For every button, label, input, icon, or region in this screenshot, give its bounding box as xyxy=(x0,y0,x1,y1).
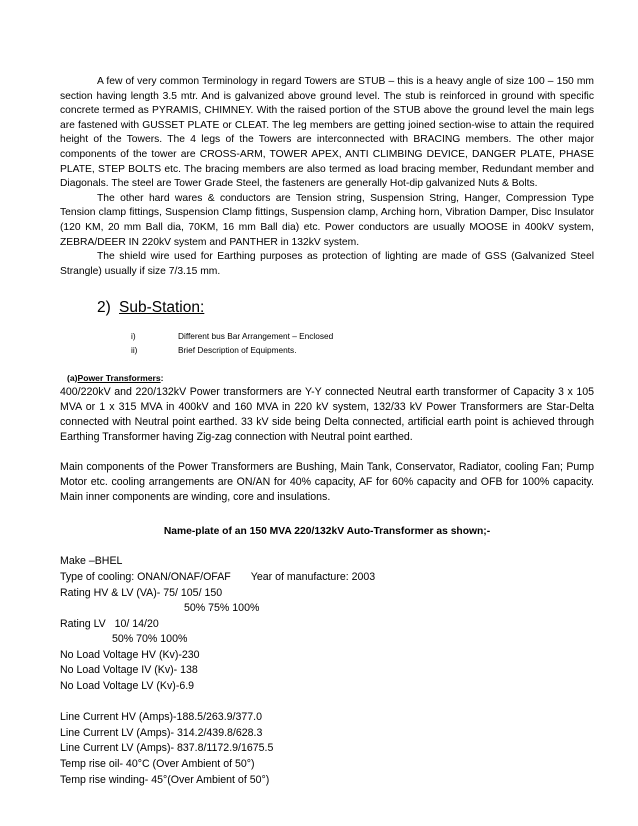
list-item xyxy=(131,343,594,357)
nameplate-year: Year of manufacture: 2003 xyxy=(250,570,376,583)
subheading-label: Power Transformers xyxy=(77,373,161,384)
section-title: Sub-Station: xyxy=(119,299,205,317)
list-item-text: Different bus Bar Arrangement – Enclosed xyxy=(178,331,334,342)
nameplate-cooling-row xyxy=(60,570,594,586)
nameplate-temp-rise-oil: Temp rise oil- 40°C (Over Ambient of 50°) xyxy=(60,758,255,771)
list-item-number: ii) xyxy=(131,345,138,356)
list-item-text: Brief Description of Equipments. xyxy=(178,345,297,356)
paragraph-shield-wire: The shield wire used for Earthing purposes as protection of lighting are made of GSS (Galvanized Steel Strangle) usually if size 7/3.15 mm. xyxy=(60,251,594,277)
section-number: 2) xyxy=(97,299,111,317)
paragraph-tower-terminology: A few of very common Terminology in regard Towers are STUB – this is a heavy angle of size 100 – 150 mm section having length 3.5 mtr. And is galvanized above ground level. The stub is reinforced in ground with specific concrete termed as PYRAMIS, CHIMNEY. With the raised portion of the STUB above the ground level the main legs are fastened with GUSSET PLATE or CLEAT. The leg members are getting joined section-wise to attain the required height of the Towers. The 4 legs of the Towers are interconnected with BRACING members. The other major components of the tower are CROSS-ARM, TOWER APEX, ANTI CLIMBING DEVICE, DANGER PLATE, PHASE PLATE, STEP BOLTS etc. The bracing members are also termed as load bracing member, Redundant member and Diagonals. The steel are Tower Grade Steel, the fasteners are generally Hot-dip galvanized Nuts & Bolts. xyxy=(60,76,594,190)
nameplate-rating-hv-percent: 50% 75% 100% xyxy=(184,602,260,615)
nameplate-no-load-lv: No Load Voltage LV (Kv)-6.9 xyxy=(60,680,195,693)
nameplate-cooling: Type of cooling: ONAN/ONAF/OFAF xyxy=(60,570,231,583)
paragraph-hardware-conductors: The other hard wares & conductors are Tension string, Suspension String, Hanger, Compression Type Tension clamp fittings, Suspension Clamp fittings, Suspension clamp, Arching horn, Vibration Damper, Disc Insulator (120 KM, 20 mm Ball dia, 70KM, 16 mm Ball dia) etc. Power conductors are usually MOOSE in 400kV system, ZEBRA/DEER IN 220kV system and PANTHER in 132kV system. xyxy=(60,192,594,248)
list-item xyxy=(131,329,594,343)
nameplate-title: Name-plate of an 150 MVA 220/132kV Auto-Transformer as shown;- xyxy=(163,526,491,538)
nameplate-rating-hv: Rating HV & LV (VA)- 75/ 105/ 150 xyxy=(60,586,223,599)
nameplate-line-current-lv-1: Line Current LV (Amps)- 314.2/439.8/628.3 xyxy=(60,726,263,739)
nameplate-no-load-iv: No Load Voltage IV (Kv)- 138 xyxy=(60,664,198,677)
nameplate-line-current-hv: Line Current HV (Amps)-188.5/263.9/377.0 xyxy=(60,711,262,724)
nameplate-details xyxy=(60,554,594,788)
nameplate-rating-lv: Rating LV 10/ 14/20 xyxy=(60,617,159,630)
subheading-prefix: (a) xyxy=(67,373,78,384)
list-item-number: i) xyxy=(131,331,136,342)
substation-list xyxy=(131,329,594,357)
nameplate-temp-rise-winding: Temp rise winding- 45°(Over Ambient of 50°) xyxy=(60,773,270,786)
nameplate-line-current-lv-2: Line Current LV (Amps)- 837.8/1172.9/1675.5 xyxy=(60,742,274,755)
subheading-power-transformers xyxy=(67,372,594,385)
nameplate-rating-lv-percent: 50% 70% 100% xyxy=(112,633,188,646)
paragraph-transformer-connections: 400/220kV and 220/132kV Power transformers are Y-Y connected Neutral earth transformer of Capacity 3 x 105 MVA or 1 x 315 MVA in 400kV and 160 MVA in 220 kV system, 132/33 kV Power Transformers are Star-Delta connected with Neutral point earthed. 33 kV side being Delta connected, artificial earth point is achieved through Earthing Transformer having Zig-zag connection with Neutral point earthed. xyxy=(60,386,594,444)
nameplate-no-load-hv: No Load Voltage HV (Kv)-230 xyxy=(60,648,200,661)
paragraph-transformer-components: Main components of the Power Transformers are Bushing, Main Tank, Conservator, Radiator, cooling Fan; Pump Motor etc. cooling arrangements are ON/AN for 40% capacity, AF for 60% capacity and OFB for 100% capacity. Main inner components are winding, core and insulations. xyxy=(60,461,594,504)
section-heading xyxy=(97,298,594,318)
subheading-suffix: : xyxy=(160,373,164,384)
nameplate-make: Make –BHEL xyxy=(60,555,123,568)
